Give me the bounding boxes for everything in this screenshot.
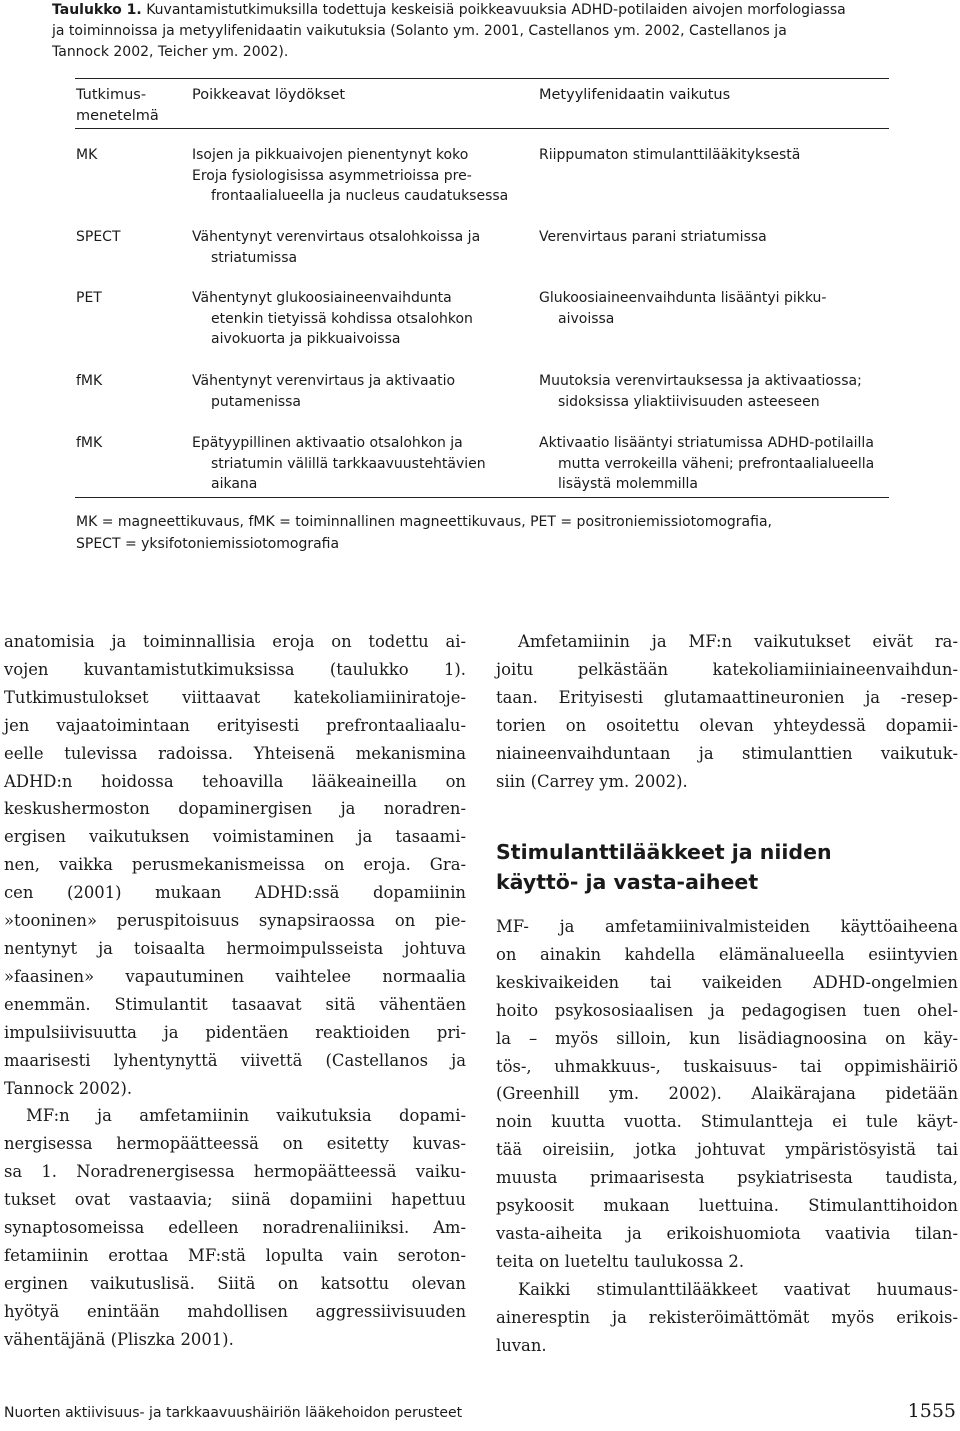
table-bottom-rule: [75, 497, 889, 498]
table-caption-line: ja toiminnoissa ja metyylifenidaatin vaikutuksia (Solanto ym. 2001, Castellanos ym. 2002, Castellanos ja: [52, 23, 787, 39]
text-line: tös-, uhmakkuus-, tuskaisuus- tai oppimishäiriö: [496, 1056, 958, 1076]
text-line: Kaikki stimulanttilääkkeet vaativat huumaus-: [518, 1279, 958, 1299]
table-cell-effect: Muutoksia verenvirtauksessa ja aktivaatiossa; sidoksissa yliaktiivisuuden asteeseen: [539, 373, 862, 410]
text-line: luvan.: [496, 1335, 547, 1355]
text-line: joitu pelkästään katekoliamiiniaineenvaihdun-: [496, 659, 958, 679]
text-line: niaineenvaihduntaan ja stimulanttien vaikutuk-: [496, 743, 958, 763]
text-line: synaptosomeissa edelleen noradrenaliiniksi. Am-: [4, 1218, 466, 1238]
header-method: Tutkimus- menetelmä: [76, 87, 159, 124]
body-right-column-top: [496, 628, 958, 795]
text-line: nen, vaikka perusmekanismeissa on eroja. Gra-: [4, 855, 466, 875]
table-caption-line: Tannock 2002, Teicher ym. 2002).: [52, 44, 289, 60]
text-line: nentynyt ja toisaalta hermoimpulsseista johtuva: [4, 938, 466, 958]
text-line: MF- ja amfetamiinivalmisteiden käyttöaiheena: [496, 917, 958, 936]
text-line: siin (Carrey ym. 2002).: [496, 771, 688, 791]
text-line: Tannock 2002).: [4, 1078, 133, 1098]
text-line: on ainakin kahdella elämänalueella esiintyvien: [496, 944, 958, 964]
table-notes: MK = magneettikuvaus, fMK = toiminnallinen magneettikuvaus, PET = positroniemissiotomografia, SPECT = yksifotoniemissiotomografia: [76, 514, 772, 552]
text-line: cen (2001) mukaan ADHD:ssä dopamiinin: [4, 883, 466, 903]
text-line: keskivaikeiden tai vaikeiden ADHD-ongelmien: [496, 972, 958, 992]
text-line: hoito psykososiaalisen ja pedagogisen tuen ohel-: [496, 1000, 958, 1020]
text-line: vasta-aiheita ja erikoishuomiota vaativia tilan-: [496, 1223, 958, 1243]
text-line: keskushermoston dopaminergisen ja noradren-: [4, 799, 466, 819]
table-cell-findings: Vähentynyt glukoosiaineenvaihdunta etenkin tietyissä kohdissa otsalohkon aivokuorta ja pikkuaivoissa: [192, 290, 473, 347]
table-cell-method: fMK: [76, 435, 103, 451]
text-line: fetamiinin erottaa MF:stä lopulta vain seroton-: [4, 1245, 466, 1265]
text-line: hyötyä enintään mahdollisen aggressiivisuuden: [4, 1301, 466, 1321]
page-number: 1555: [907, 1400, 956, 1422]
header-findings: Poikkeavat löydökset: [192, 87, 346, 103]
text-line: anatomisia ja toiminnallisia eroja on todettu ai-: [4, 632, 466, 651]
text-line: eelle tulevissa radoissa. Yhteisenä mekanismina: [4, 743, 466, 763]
text-line: psykoosit mukaan luettuina. Stimulanttihoidon: [496, 1196, 958, 1216]
table-cell-findings: Epätyypillinen aktivaatio otsalohkon ja striatumin välillä tarkkaavuustehtävien aikana: [192, 435, 486, 492]
table-caption: [52, 0, 904, 63]
text-line: vojen kuvantamistutkimuksissa (taulukko 1).: [4, 659, 466, 679]
table-caption-label: Taulukko 1.: [52, 2, 142, 18]
text-line: »faasinen» vapautuminen vaihtelee normaalia: [4, 966, 466, 986]
table-cell-effect: Riippumaton stimulanttilääkityksestä: [539, 147, 801, 163]
text-line: torien on osoitettu olevan yhteydessä dopamii-: [496, 715, 958, 735]
text-line: la – myös silloin, kun lisädiagnoosina on käy-: [496, 1028, 958, 1048]
table-cell-method: MK: [76, 147, 98, 163]
text-line: aineresptin ja rekisteröimättömät myös erikois-: [496, 1307, 958, 1327]
text-line: »tooninen» peruspitoisuus synapsiraossa on pie-: [4, 911, 466, 931]
table-cell-effect: Glukoosiaineenvaihdunta lisääntyi pikku- aivoissa: [539, 290, 827, 327]
text-line: muusta primaarisesta psykiatrisesta taudista,: [496, 1168, 958, 1188]
text-line: noin kuutta vuotta. Stimulantteja ei tule käyt-: [496, 1112, 958, 1132]
footer-title: Nuorten aktiivisuus- ja tarkkaavuushäiriön lääkehoidon perusteet: [4, 1405, 463, 1421]
text-line: jen vajaatoimintaan erityisesti prefrontaaliaalu-: [4, 715, 466, 735]
text-line: ergisen vaikutuksen voimistaminen ja tasaami-: [4, 827, 466, 847]
text-line: (Greenhill ym. 2002). Alaikärajana pidetään: [496, 1084, 958, 1104]
text-line: Tutkimustulokset viittaavat katekoliamiiniratoje-: [4, 687, 466, 707]
text-line: enemmän. Stimulantit tasaavat sitä vähentäen: [4, 994, 466, 1014]
text-line: nergisessa hermopäätteessä on esitetty kuvas-: [4, 1134, 466, 1154]
text-line: tää oireisiin, jotka johtuvat ympäristösyistä tai: [496, 1140, 958, 1160]
table-header-rule: [75, 128, 889, 129]
table-cell-findings: Vähentynyt verenvirtaus ja aktivaatio putamenissa: [192, 373, 456, 410]
text-line: impulsiivisuutta ja pidentäen reaktioiden pri-: [4, 1022, 466, 1042]
text-line: teita on lueteltu taulukossa 2.: [496, 1251, 745, 1271]
text-line: maarisesti lyhentynyttä viivettä (Castellanos ja: [4, 1050, 466, 1070]
header-effect: Metyylifenidaatin vaikutus: [539, 87, 731, 103]
text-line: ADHD:n hoidossa tehoavilla lääkeaineilla on: [4, 771, 466, 791]
text-line: tukset ovat vastaavia; siinä dopamiini hapettuu: [4, 1190, 466, 1210]
section-heading: Stimulanttilääkkeet ja niiden käyttö- ja vasta-aiheet: [496, 840, 832, 894]
text-line: sa 1. Noradrenergisessa hermopäätteessä vaiku-: [4, 1162, 466, 1182]
text-line: MF:n ja amfetamiinin vaikutuksia dopami-: [26, 1106, 466, 1126]
table-cell-findings: Isojen ja pikkuaivojen pienentynyt koko Eroja fysiologisissa asymmetrioissa pre- frontaalialueella ja nucleus caudatuksessa: [192, 147, 509, 204]
body-right-column-bottom: [496, 913, 958, 1360]
text-line: erginen vaikutuslisä. Siitä on katsottu olevan: [4, 1273, 466, 1293]
text-line: taan. Erityisesti glutamaattineuronien ja -resep-: [496, 687, 958, 707]
table-cell-effect: Verenvirtaus parani striatumissa: [539, 229, 767, 245]
text-line: vähentäjänä (Pliszka 2001).: [4, 1329, 234, 1349]
table-cell-method: fMK: [76, 373, 103, 389]
text-line: Amfetamiinin ja MF:n vaikutukset eivät ra-: [518, 632, 958, 651]
table-cell-findings: Vähentynyt verenvirtaus otsalohkoissa ja striatumissa: [192, 229, 481, 266]
table-top-rule: [75, 78, 889, 79]
table-cell-method: PET: [76, 290, 102, 306]
body-left-column: [4, 628, 466, 1354]
table-cell-effect: Aktivaatio lisääntyi striatumissa ADHD-potilailla mutta verrokeilla väheni; prefrontaalialueella lisäystä molemmilla: [539, 435, 875, 492]
table-cell-method: SPECT: [76, 229, 121, 245]
table-caption-line: Kuvantamistutkimuksilla todettuja keskeisiä poikkeavuuksia ADHD-potilaiden aivojen morfologiassa: [146, 2, 846, 18]
